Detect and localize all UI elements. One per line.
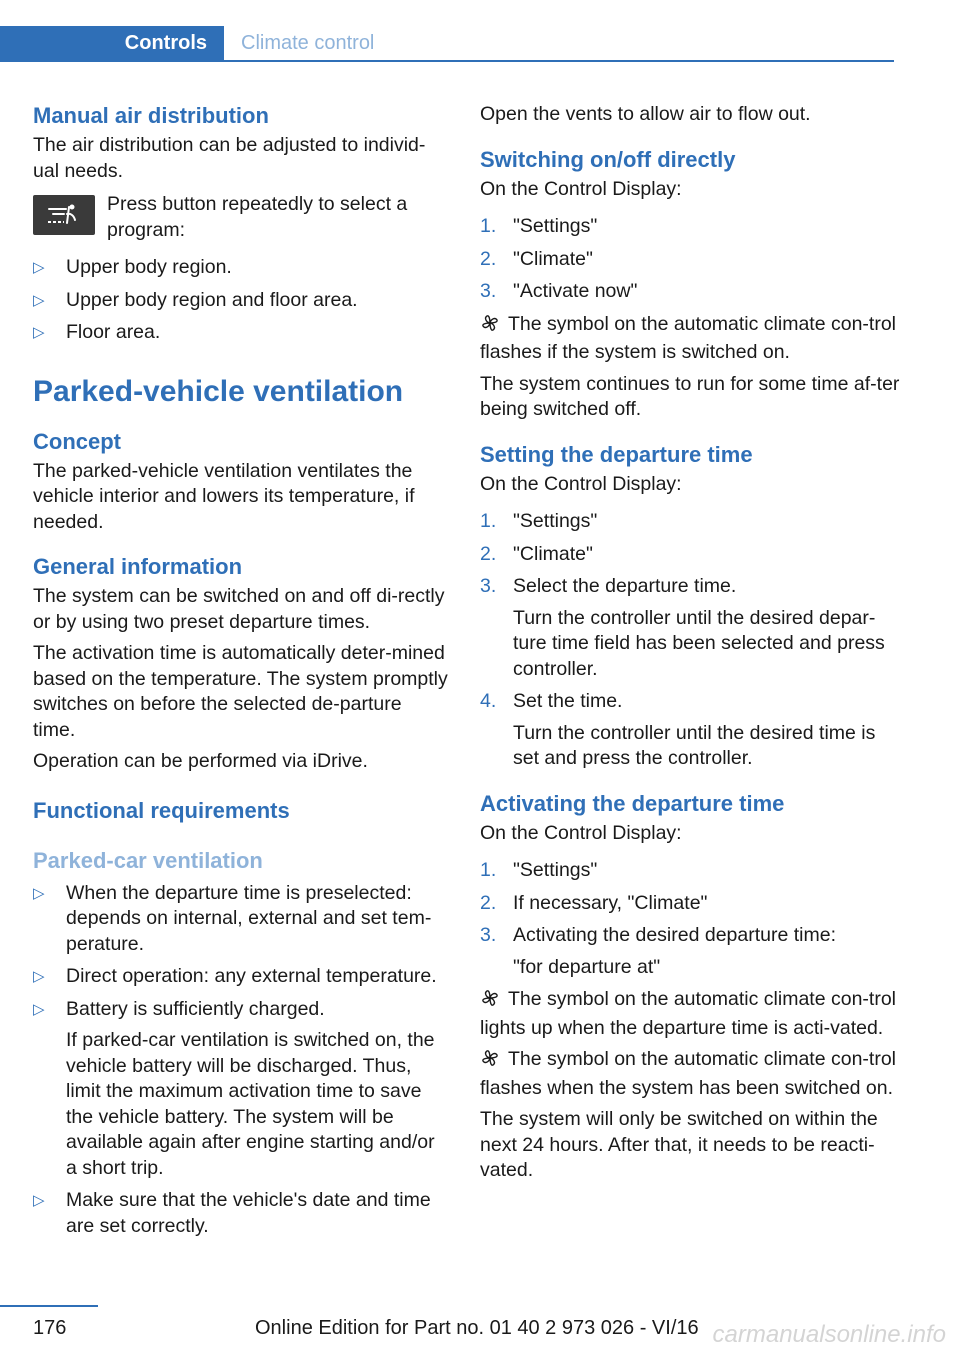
list-item: ▷ Direct operation: any external temperature. <box>33 964 448 990</box>
list-item: ▷ Make sure that the vehicle's date and time are set correctly. <box>33 1189 431 1237</box>
air-distribution-button-icon <box>33 195 95 235</box>
manual-air-heading: Manual air distribution <box>33 103 269 128</box>
switching-intro: On the Control Display: <box>480 177 682 200</box>
switching-steps <box>480 214 900 305</box>
parked-car-ventilation-heading: Parked-car ventilation <box>33 847 263 873</box>
list-item: ▷ Battery is sufficiently charged. If parked-car ventilation is switched on, the vehicle battery will be discharged. Thus, limit the maximum activation time to save the vehicle battery. The system will be available again after engine starting and/or a short trip. <box>33 997 448 1182</box>
activating-steps <box>480 858 900 980</box>
header-rule <box>0 60 894 62</box>
page-header <box>0 0 960 62</box>
ventilation-fan-icon <box>480 988 504 1016</box>
ventilation-fan-icon <box>480 1048 504 1076</box>
triangle-bullet-icon: ▷ <box>33 1000 45 1018</box>
list-item: 1. "Settings" <box>480 859 598 881</box>
list-item: 2. "Climate" <box>480 542 593 565</box>
edition-text: Online Edition for Part no. 01 40 2 973 026 - VI/16 <box>255 1317 699 1339</box>
setting-step-detail: Turn the controller until the desired depar‐ture time field has been selected and press controller. <box>513 606 885 680</box>
activating-step-detail: "for departure at" <box>513 955 661 978</box>
activating-symbol-note-1: The symbol on the automatic climate con‐trol lights up when the departure time is acti‐vated. <box>480 988 897 1039</box>
page-number: 176 <box>33 1317 67 1339</box>
footer-rule <box>0 1305 98 1307</box>
concept-text: The parked-vehicle ventilation ventilates the vehicle interior and lowers its temperature, if needed. <box>33 459 415 533</box>
right-column <box>480 102 900 1190</box>
watermark: carmanualsonline.info <box>712 1321 946 1348</box>
general-text-1: The system can be switched on and off di‐rectly or by using two preset departure times. <box>33 585 445 633</box>
switching-off-text: The system continues to run for some time af‐ter being switched off. <box>480 372 900 420</box>
list-item: ▷ When the departure time is preselected: depends on internal, external and set tem‐perature. <box>33 881 432 955</box>
general-text-2: The activation time is automatically deter‐mined based on the temperature. The system promptly switches on before the selected de‐parture time. <box>33 642 448 741</box>
program-list <box>33 255 448 346</box>
chapter-tab: Controls <box>0 26 224 62</box>
triangle-bullet-icon: ▷ <box>33 259 45 276</box>
concept-heading: Concept <box>33 428 121 454</box>
setting-steps <box>480 509 900 772</box>
setting-departure-heading: Setting the departure time <box>480 441 753 467</box>
manual-air-intro: The air distribution can be adjusted to individ‐ual needs. <box>33 134 426 182</box>
triangle-bullet-icon: ▷ <box>33 291 45 309</box>
parked-vehicle-heading: Parked-vehicle ventilation <box>33 374 404 408</box>
left-column <box>33 102 448 1246</box>
list-item: 1. "Settings" <box>480 510 598 532</box>
functional-requirements-heading: Functional requirements <box>33 797 290 823</box>
setting-step-detail: Turn the controller until the desired time is set and press the controller. <box>513 721 876 769</box>
list-item: 2. "Climate" <box>480 247 593 270</box>
ventilation-fan-icon <box>480 313 504 341</box>
list-item: ▷ Upper body region and floor area. <box>33 288 448 314</box>
general-info-heading: General information <box>33 554 243 579</box>
section-tab: Climate control <box>241 32 375 55</box>
list-item: 4. Set the time. Turn the controller until the desired time is set and press the controller. <box>480 689 900 772</box>
list-item: 3. "Activate now" <box>480 280 638 302</box>
list-item: ▷ Floor area. <box>33 320 448 346</box>
activating-intro: On the Control Display: <box>480 821 682 844</box>
requirements-list <box>33 881 448 1240</box>
vents-text: Open the vents to allow air to flow out. <box>480 103 811 125</box>
activating-symbol-note-2: The symbol on the automatic climate con‐trol flashes when the system has been switched on. <box>480 1048 897 1099</box>
button-instruction <box>33 192 448 243</box>
list-item: 3. Select the departure time. Turn the controller until the desired depar‐ture time field has been selected and press controller. <box>480 574 900 682</box>
switching-heading: Switching on/off directly <box>480 146 736 172</box>
switching-symbol-note: The symbol on the automatic climate con‐trol flashes if the system is switched on. <box>480 312 897 363</box>
triangle-bullet-icon: ▷ <box>33 884 45 902</box>
triangle-bullet-icon: ▷ <box>33 968 45 985</box>
setting-intro: On the Control Display: <box>480 472 682 495</box>
list-item: 1. "Settings" <box>480 215 598 237</box>
triangle-bullet-icon: ▷ <box>33 1192 45 1209</box>
button-instruction-text: Press button repeatedly to select a program: <box>107 193 408 241</box>
general-text-3: Operation can be performed via iDrive. <box>33 750 368 772</box>
triangle-bullet-icon: ▷ <box>33 324 45 341</box>
list-item: 2. If necessary, "Climate" <box>480 891 708 914</box>
final-text: The system will only be switched on within the next 24 hours. After that, it needs to be reacti‐vated. <box>480 1108 878 1181</box>
battery-detail: If parked-car ventilation is switched on, the vehicle battery will be discharged. Thus, limit the maximum activation time to save the vehicle battery. The system will be available again after engine starting and/or a short trip. <box>66 1029 435 1179</box>
activating-departure-heading: Activating the departure time <box>480 790 785 816</box>
list-item: 3. Activating the desired departure time: "for departure at" <box>480 923 900 980</box>
list-item: ▷ Upper body region. <box>33 255 448 281</box>
